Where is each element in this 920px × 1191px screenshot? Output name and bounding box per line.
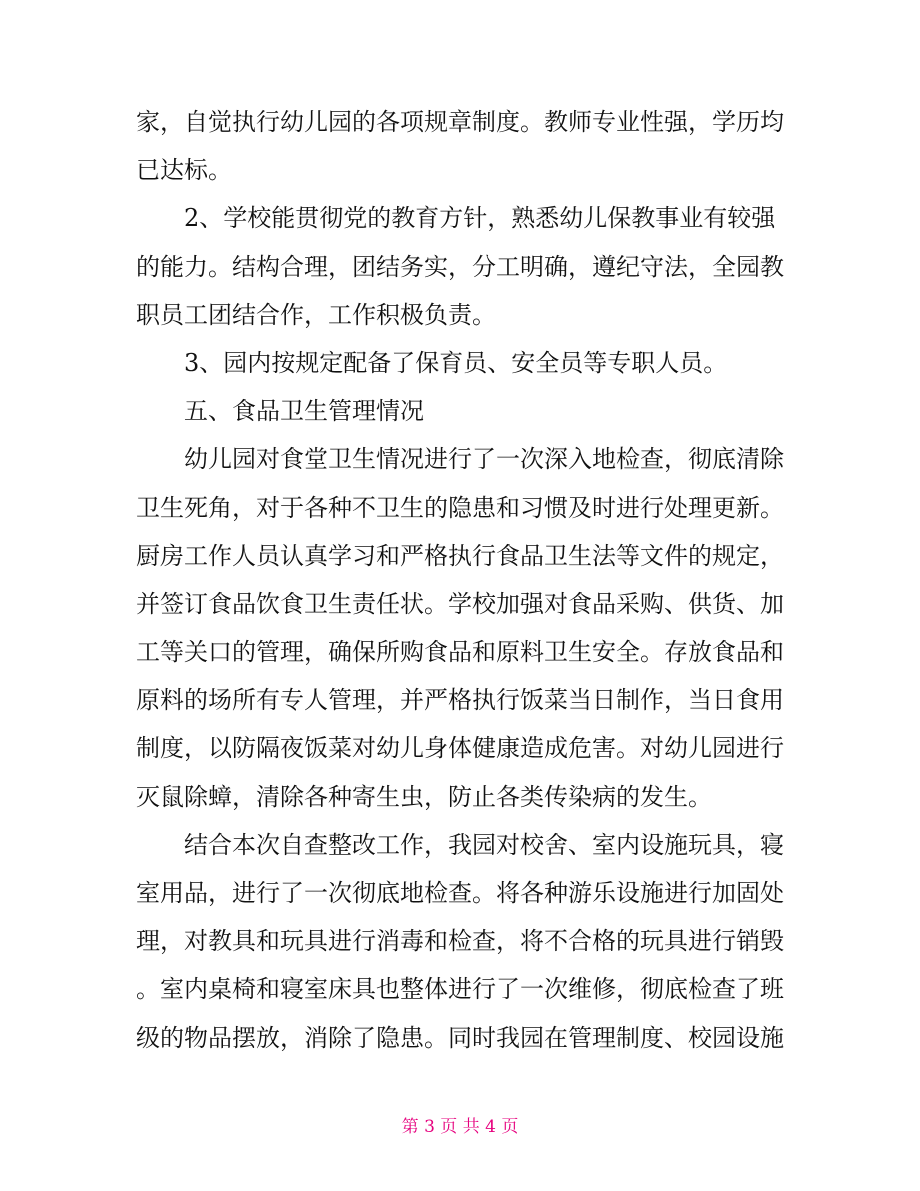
text-line: 3、园内按规定配备了保育员、安全员等专职人员。 [184, 348, 728, 377]
text-line: 结合本次自查整改工作，我园对校舍、室内设施玩具，寝 [184, 830, 784, 859]
text-line: 的能力。结构合理，团结务实，分工明确，遵纪守法，全园教 [136, 252, 784, 281]
section-heading: 五、食品卫生管理情况 [184, 397, 424, 426]
text-line: 室用品，进行了一次彻底地检查。将各种游乐设施进行加固处 [136, 879, 784, 907]
text-line: 理，对教具和玩具进行消毒和检查，将不合格的玩具进行销毁 [136, 927, 784, 956]
text-line: 已达标。 [136, 156, 232, 185]
text-line: 职员工团结合作，工作积极负责。 [136, 300, 496, 329]
text-line: 。室内桌椅和寝室床具也整体进行了一次维修，彻底检查了班 [136, 975, 784, 1004]
text-line: 厨房工作人员认真学习和严格执行食品卫生法等文件的规定， [136, 541, 784, 570]
page-number-footer: 第 3 页 共 4 页 [401, 1117, 519, 1137]
text-line: 2、学校能贯彻党的教育方针，熟悉幼儿保教事业有较强 [184, 204, 776, 233]
text-line: 灭鼠除蟑，清除各种寄生虫，防止各类传染病的发生。 [136, 782, 712, 811]
text-line: 家，自觉执行幼儿园的各项规章制度。教师专业性强，学历均 [136, 108, 784, 136]
text-line: 制度，以防隔夜饭菜对幼儿身体健康造成危害。对幼儿园进行 [136, 734, 784, 763]
text-line: 并签订食品饮食卫生责任状。学校加强对食品采购、供货、加 [136, 589, 784, 618]
text-line: 幼儿园对食堂卫生情况进行了一次深入地检查，彻底清除 [184, 445, 784, 474]
text-line: 卫生死角，对于各种不卫生的隐患和习惯及时进行处理更新。 [136, 493, 784, 522]
document-body [136, 98, 788, 1062]
text-line: 级的物品摆放，消除了隐患。同时我园在管理制度、校园设施 [136, 1023, 784, 1052]
text-line: 工等关口的管理，确保所购食品和原料卫生安全。存放食品和 [136, 638, 784, 667]
text-line: 原料的场所有专人管理，并严格执行饭菜当日制作，当日食用 [136, 686, 784, 715]
